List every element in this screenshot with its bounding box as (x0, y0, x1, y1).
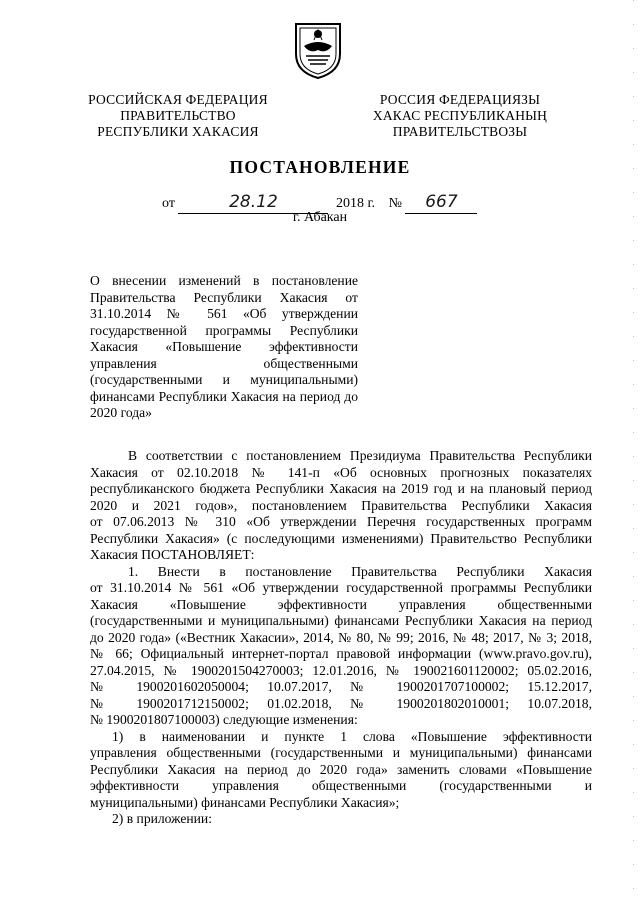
para1-line: Хакасия ПОСТАНОВЛЯЕТ: (90, 547, 255, 562)
document-body (90, 448, 592, 828)
para1-line: В соответствии с постановлением Президиума Правительства Республики (128, 448, 592, 463)
header-right (360, 92, 560, 140)
sub1-line: управления общественными (государственными и муниципальными) финансами (90, 745, 592, 760)
sub1-line: муниципальными) финансами Республики Хакасия»; (90, 794, 400, 810)
item1-line: № 1900201807100003) следующие изменения: (90, 712, 358, 727)
sub1-line: 1) в наименовании и пункте 1 слова «Повышение эффективности (112, 728, 592, 744)
item1-line: Хакасия «Повышение эффективности управления общественными (90, 596, 592, 612)
sub1-line: Республики Хакасия на период до 2020 года» заменить словами «Повышение (90, 761, 592, 777)
number-sign: № (388, 196, 402, 211)
para1-line: республиканского бюджета Республики Хакасия на 2019 год и на плановый период (90, 481, 592, 496)
number-handwritten: 667 (425, 192, 458, 212)
city: г. Абакан (292, 210, 348, 225)
date-year: 2018 г. (335, 196, 376, 211)
item1-line: № 66; Официальный интернет-портал правовой информации (www.pravo.gov.ru), (90, 646, 592, 661)
coat-of-arms-icon (292, 20, 344, 80)
header-right-line-2: ХАКАС РЕСПУБЛИКАНЫҢ (372, 108, 548, 123)
para1-line: 2020 и 2021 годов», постановлением Правительства Республики Хакасия (90, 497, 592, 513)
date-prefix: от (162, 196, 175, 211)
item1-line: (государственными и муниципальными) финансами Республики Хакасия на период (90, 613, 592, 628)
header-left-line-2: ПРАВИТЕЛЬСТВО (120, 108, 236, 123)
scan-edge-marks (633, 0, 634, 905)
header-left-line-1: РОССИЙСКАЯ ФЕДЕРАЦИЯ (88, 92, 268, 107)
para1-line: Хакасия от 02.10.2018 № 141-п «Об основных прогнозных показателях (90, 464, 592, 480)
para1-line: от 07.06.2013 № 310 «Об утверждении Перечня государственных программ (90, 514, 592, 529)
sub2-line: 2) в приложении: (112, 811, 212, 826)
subject-block: О внесении изменений в постановление Правительства Республики Хакасия от 31.10.2014 № 561 «Об утверждении государственной программы Республики Хакасия «Повышение эффективности управления общественными (государственными и муниципальными) финансами Республики Хакасия на период до 2020 года» (90, 273, 358, 420)
para1-line: Республики Хакасия» (с последующими изменениями) Правительство Республики (90, 530, 592, 546)
header-right-line-3: ПРАВИТЕЛЬСТВОЗЫ (392, 124, 528, 139)
header-left (88, 92, 268, 140)
header-right-line-1: РОССИЯ ФЕДЕРАЦИЯЗЫ (379, 92, 541, 107)
date-handwritten: 28.12 (229, 192, 278, 212)
item1-line: 27.04.2015, № 1900201504270003; 12.01.2016, № 190021601120002; 05.02.2016, (90, 662, 592, 678)
header-left-line-3: РЕСПУБЛИКИ ХАКАСИЯ (97, 124, 259, 139)
item1-line: 1. Внести в постановление Правительства Республики Хакасия (128, 563, 592, 579)
item1-line: № 1900201712150002; 01.02.2018, № 1900201802010001; 10.07.2018, (90, 695, 592, 711)
item1-line: до 2020 года» («Вестник Хакасии», 2014, № 80, № 99; 2016, № 48; 2017, № 3; 2018, (90, 629, 592, 645)
item1-line: от 31.10.2014 № 561 «Об утверждении государственной программы Республики (90, 580, 592, 595)
sub1-line: эффективности управления общественными (государственными и (90, 778, 592, 793)
document-title: ПОСТАНОВЛЕНИЕ (229, 157, 411, 177)
item1-line: № 1900201602050004; 10.07.2017, № 1900201707100002; 15.12.2017, (90, 679, 592, 694)
